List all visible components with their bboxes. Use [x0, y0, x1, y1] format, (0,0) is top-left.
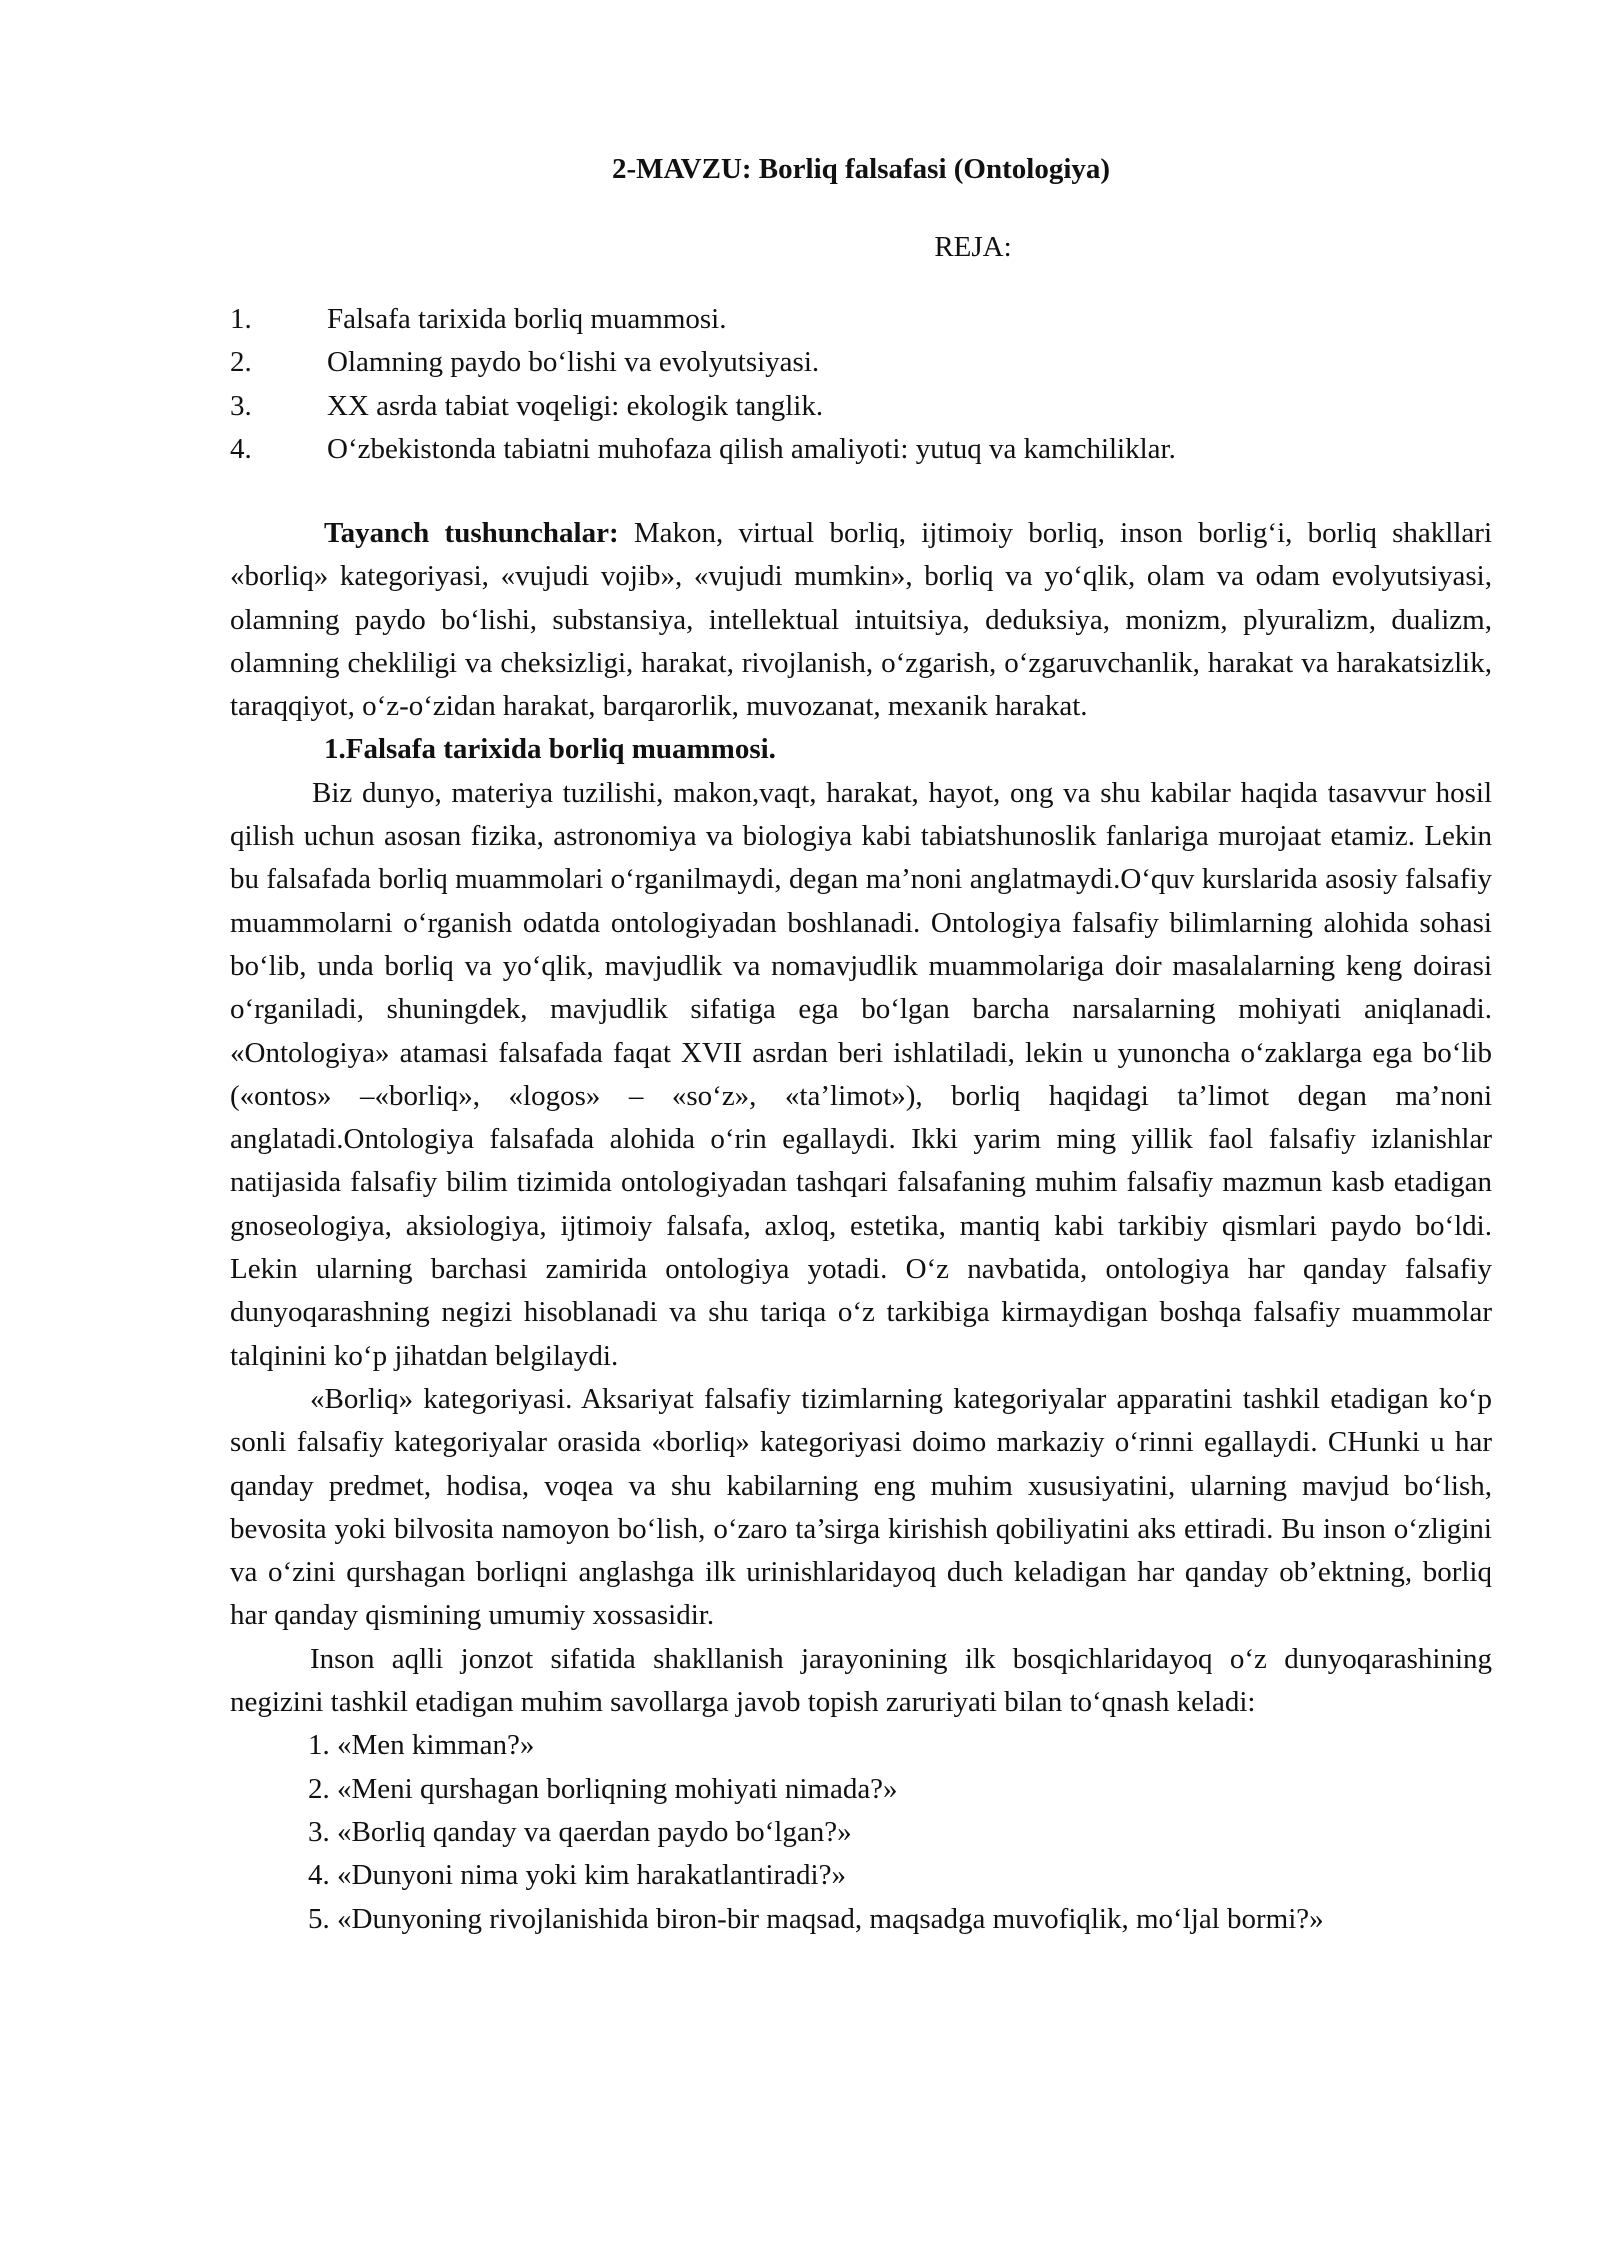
- question-list: [230, 1724, 1492, 1940]
- plan-item: [230, 428, 1492, 471]
- document-body: [230, 512, 1492, 1941]
- plan-item-text: Olamning paydo bo‘lishi va evolyutsiyasi.: [327, 346, 820, 379]
- question-item: 2. «Meni qurshagan borliqning mohiyati nimada?»: [308, 1772, 898, 1805]
- body-paragraph: «Borliq» kategoriyasi. Aksariyat falsafiy tizimlarning kategoriyalar apparatini tashkil etadigan ko‘p sonli falsafiy kategoriyalar orasida «borliq» kategoriyasi doimo markaziy o‘rinni egallaydi. CHunki u har qanday predmet, hodisa, voqea va shu kabilarning eng muhim xususiyatini, ularning mavjud bo‘lish, bevosita yoki bilvosita namoyon bo‘lish, o‘zaro ta’sirga kirishish qobiliyatini aks ettiradi. Bu inson o‘zligini va o‘zini qurshagan borliqni anglashga ilk urinishlaridayoq duch keladigan har qanday ob’ektning, borliq har qanday qismining umumiy xossasidir.: [230, 1382, 1492, 1632]
- plan-item-text: XX asrda tabiat voqeligi: ekologik tanglik.: [327, 389, 824, 422]
- body-paragraph: Biz dunyo, materiya tuzilishi, makon,vaqt, harakat, hayot, ong va shu kabilar haqida tasavvur hosil qilish uchun asosan fizika, astronomiya va biologiya kabi tabiatshunoslik fanlariga murojaat etamiz. Lekin bu falsafada borliq muammolari o‘rganilmaydi, degan ma’noni anglatmaydi.O‘quv kurslarida asosiy falsafiy muammolarni o‘rganish odatda ontologiyadan boshlanadi. Ontologiya falsafiy bilimlarning alohida sohasi bo‘lib, unda borliq va yo‘qlik, mavjudlik va nomavjudlik muammolariga doir masalalarning keng doirasi o‘rganiladi, shuningdek, mavjudlik sifatiga ega bo‘lgan barcha narsalarning mohiyati aniqlanadi. «Ontologiya» atamasi falsafada faqat XVII asrdan beri ishlatiladi, lekin u yunoncha o‘zaklarga ega bo‘lib («ontos» –«borliq», «logos» – «so‘z», «ta’limot»), borliq haqidagi ta’limot degan ma’noni anglatadi.Ontologiya falsafada alohida o‘rin egallaydi. Ikki yarim ming yillik faol falsafiy izlanishlar natijasida falsafiy bilim tizimida ontologiyadan tashqari falsafaning muhim falsafiy mazmun kasb etadigan gnoseologiya, aksiologiya, ijtimoiy falsafa, axloq, estetika, mantiq kabi tarkibiy qismlari paydo bo‘ldi. Lekin ularning barchasi zamirida ontologiya yotadi. O‘z navbatida, ontologiya har qanday falsafiy dunyoqarashning negizi hisoblanadi va shu tariqa o‘z tarkibiga kirmaydigan boshqa falsafiy muammolar talqinini ko‘p jihatdan belgilaydi.: [230, 776, 1492, 1372]
- question-item: 1. «Men kimman?»: [308, 1729, 535, 1762]
- plan-item: [230, 298, 1492, 341]
- key-concepts-paragraph: [230, 512, 1492, 728]
- plan-item-text: O‘zbekistonda tabiatni muhofaza qilish amaliyoti: yutuq va kamchiliklar.: [327, 432, 1176, 465]
- question-item: 5. «Dunyoning rivojlanishida biron-bir maqsad, maqsadga muvofiqlik, mo‘ljal bormi?»: [308, 1902, 1324, 1935]
- body-paragraph: Inson aqlli jonzot sifatida shakllanish jarayonining ilk bosqichlaridayoq o‘z dunyoqarashining negizini tashkil etadigan muhim savollarga javob topish zaruriyati bilan to‘qnash keladi:: [230, 1642, 1492, 1719]
- plan-item-number: 1.: [230, 303, 252, 335]
- question-item: 4. «Dunyoni nima yoki kim harakatlantiradi?»: [308, 1859, 846, 1892]
- plan-item-number: 4.: [230, 432, 252, 465]
- plan-item: [230, 341, 1492, 384]
- key-concepts-label: Tayanch tushunchalar:: [324, 517, 619, 549]
- plan-item-number: 2.: [230, 346, 252, 379]
- plan-item-number: 3.: [230, 389, 252, 422]
- document-title: 2-MAVZU: Borliq falsafasi (Ontologiya): [611, 153, 1111, 185]
- section-heading: 1.Falsafa tarixida borliq muammosi.: [324, 733, 776, 766]
- plan-heading: REJA:: [934, 231, 1012, 263]
- key-concepts-text: Makon, virtual borliq, ijtimoiy borliq, inson borlig‘i, borliq shakllari «borliq» kategoriyasi, «vujudi vojib», «vujudi mumkin», borliq va yo‘qlik, olam va odam evolyutsiyasi, olamning paydo bo‘lishi, substansiya, intellektual intuitsiya, deduksiya, monizm, plyuralizm, dualizm, olamning chekliligi va cheksizligi, harakat, rivojlanish, o‘zgarish, o‘zgaruvchanlik, harakat va harakatsizlik, taraqqiyot, o‘z-o‘zidan harakat, barqarorlik, muvozanat, mexanik harakat.: [230, 517, 1493, 723]
- plan-item-text: Falsafa tarixida borliq muammosi.: [327, 303, 727, 335]
- question-item: 3. «Borliq qanday va qaerdan paydo bo‘lgan?»: [308, 1815, 852, 1848]
- plan-item: [230, 385, 1492, 428]
- plan-list: [230, 298, 1492, 471]
